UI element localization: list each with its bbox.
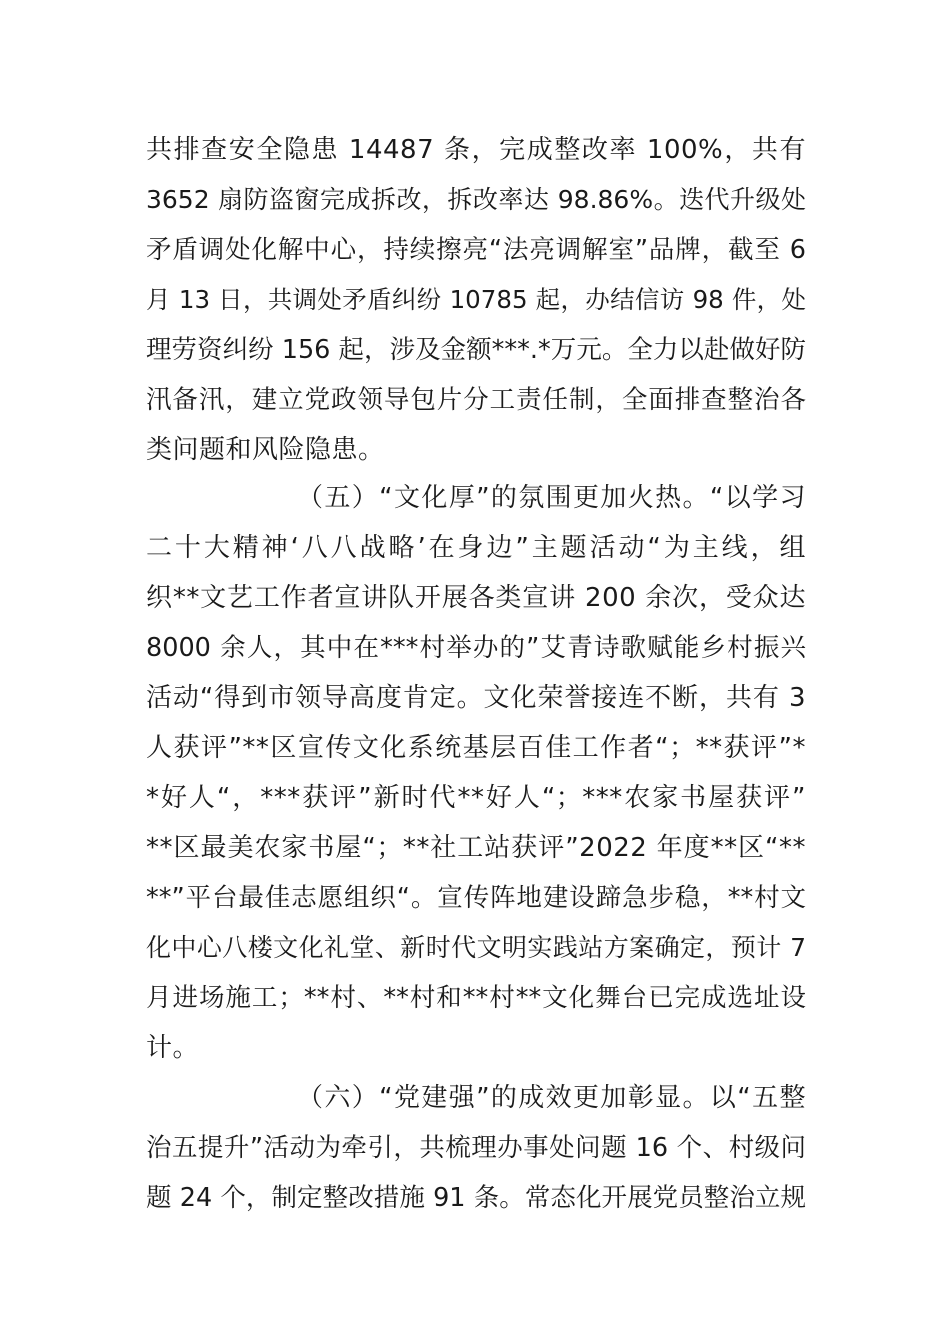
text-line: 题 24 个，制定整改措施 91 条。常态化开展党员整治立规 (146, 1183, 806, 1213)
text-line: 活动“得到市领导高度肯定。文化荣誉接连不断，共有 3 (146, 683, 806, 713)
text-line: 8000 余人，其中在***村举办的”艾青诗歌赋能乡村振兴 (146, 633, 806, 663)
text-line: 理劳资纠纷 156 起，涉及金额***.*万元。全力以赴做好防 (146, 335, 806, 365)
text-line: 3652 扇防盗窗完成拆改，拆改率达 98.86%。迭代升级处 (146, 185, 806, 214)
section-heading: （六）“党建强”的成效更加彰显。以“五整 (297, 1083, 806, 1113)
text-line: 治五提升”活动为牵引，共梳理办事处问题 16 个、村级问 (146, 1133, 806, 1163)
text-line: 二十大精神‘八八战略’在身边”主题活动“为主线，组 (146, 533, 806, 563)
text-line: 人获评”**区宣传文化系统基层百佳工作者“；**获评”* (146, 733, 806, 763)
text-line: *好人“，***获评”新时代**好人“；***农家书屋获评” (146, 783, 806, 813)
text-line: 化中心八楼文化礼堂、新时代文明实践站方案确定，预计 7 (146, 933, 806, 962)
section-heading: （五）“文化厚”的氛围更加火热。“以学习 (297, 483, 806, 513)
text-line: 织**文艺工作者宣讲队开展各类宣讲 200 余次，受众达 (146, 583, 806, 613)
text-line: 共排查安全隐患 14487 条，完成整改率 100%，共有 (146, 135, 806, 165)
text-line: **区最美农家书屋“；**社工站获评”2022 年度**区“** (146, 833, 806, 863)
text-line: 月 13 日，共调处矛盾纠纷 10785 起，办结信访 98 件，处 (146, 285, 806, 314)
text-line: 类问题和风险隐患。 (146, 435, 385, 465)
text-line: 月进场施工；**村、**村和**村**文化舞台已完成选址设 (146, 983, 806, 1013)
text-line: 计。 (146, 1033, 200, 1063)
text-line: 汛备汛，建立党政领导包片分工责任制，全面排查整治各 (146, 385, 806, 415)
text-line: **”平台最佳志愿组织“。宣传阵地建设蹄急步稳，**村文 (146, 883, 806, 913)
text-line: 矛盾调处化解中心，持续擦亮“法亮调解室”品牌，截至 6 (146, 235, 806, 265)
